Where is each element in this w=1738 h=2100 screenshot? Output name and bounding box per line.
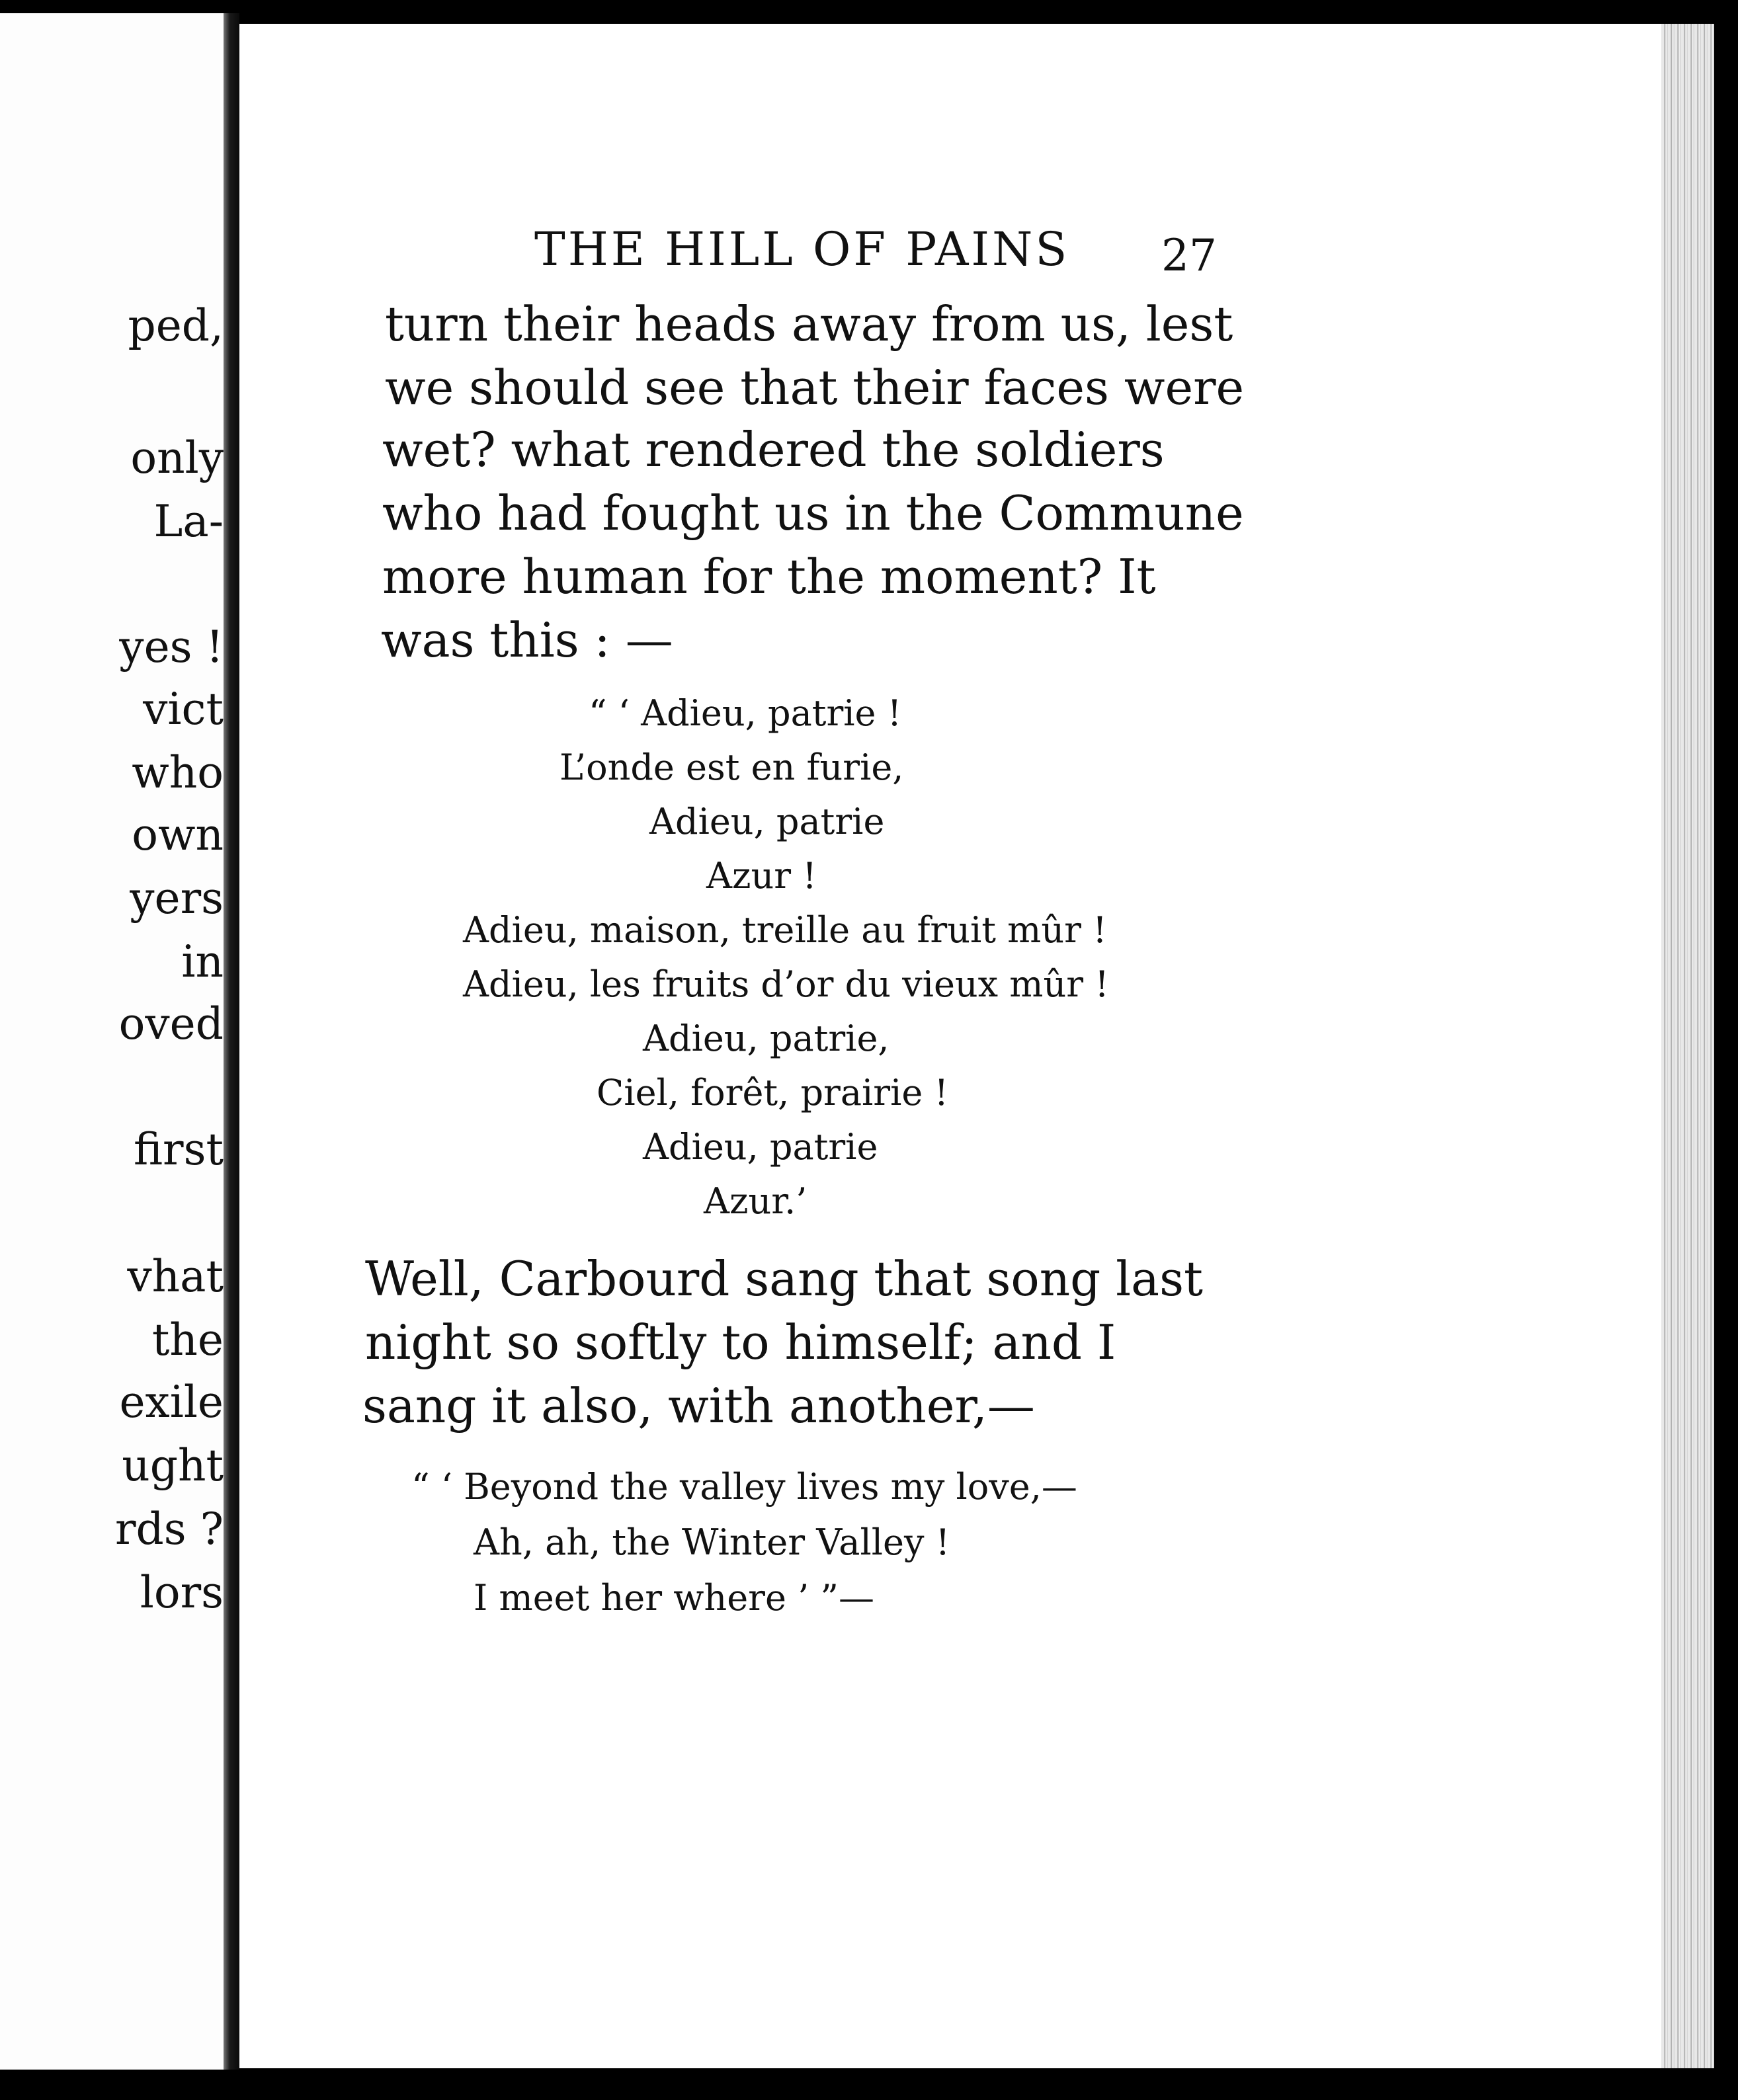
left-page-line: own	[132, 809, 224, 860]
left-page-line: the	[151, 1314, 224, 1365]
verse-line: Adieu, patrie	[649, 801, 885, 842]
verse-line: Adieu, patrie	[643, 1126, 878, 1168]
left-page-line: oved	[118, 998, 224, 1049]
left-page-line: only	[130, 432, 224, 483]
prose-line: who had fought us in the Commune	[382, 485, 1244, 541]
verse-line: Azur.’	[704, 1180, 807, 1222]
prose-line: turn their heads away from us, lest	[385, 296, 1233, 352]
book-gutter	[224, 13, 239, 2070]
prose-line: night so softly to himself; and I	[365, 1314, 1116, 1370]
verse-line: L’onde est en furie,	[559, 747, 904, 788]
verse-line: Azur !	[706, 855, 817, 897]
prose-line: we should see that their faces were	[385, 360, 1245, 415]
left-page-line: ped,	[128, 300, 224, 351]
prose-line: wet? what rendered the soldiers	[382, 422, 1165, 477]
left-page-line: yes !	[119, 622, 224, 672]
left-page-line: La-	[153, 496, 224, 547]
left-page-line: rds ?	[114, 1504, 224, 1555]
left-page	[0, 13, 224, 2070]
verse-line: Adieu, maison, treille au fruit mûr !	[463, 909, 1107, 951]
prose-line: more human for the moment? It	[382, 549, 1156, 604]
prose-line: sang it also, with another,—	[362, 1378, 1035, 1434]
verse-line: “ ‘ Beyond the valley lives my love,—	[411, 1466, 1077, 1508]
verse-line: Ah, ah, the Winter Valley !	[474, 1521, 950, 1563]
page-number: 27	[1161, 230, 1217, 281]
left-page-line: first	[134, 1124, 224, 1175]
left-page-line: vhat	[127, 1251, 224, 1302]
left-page-line: who	[132, 747, 224, 798]
left-page-line: lors	[140, 1567, 224, 1618]
verse-line: Ciel, forêt, prairie !	[597, 1072, 949, 1113]
verse-line: Adieu, les fruits d’or du vieux mûr !	[463, 963, 1109, 1005]
running-head: THE HILL OF PAINS	[534, 222, 1070, 276]
left-page-line: vict	[143, 684, 224, 735]
verse-line: I meet her where ’ ”—	[474, 1577, 875, 1619]
left-page-line: yers	[130, 873, 224, 924]
left-page-line: ught	[122, 1440, 224, 1491]
prose-line: Well, Carbourd sang that song last	[365, 1251, 1203, 1307]
page-edges	[1661, 24, 1714, 2068]
left-page-line: exile	[119, 1377, 224, 1428]
left-page-line: in	[181, 936, 224, 987]
verse-line: “ ‘ Adieu, patrie !	[589, 692, 902, 734]
prose-line: was this : —	[381, 612, 673, 668]
verse-line: Adieu, patrie,	[643, 1018, 890, 1059]
